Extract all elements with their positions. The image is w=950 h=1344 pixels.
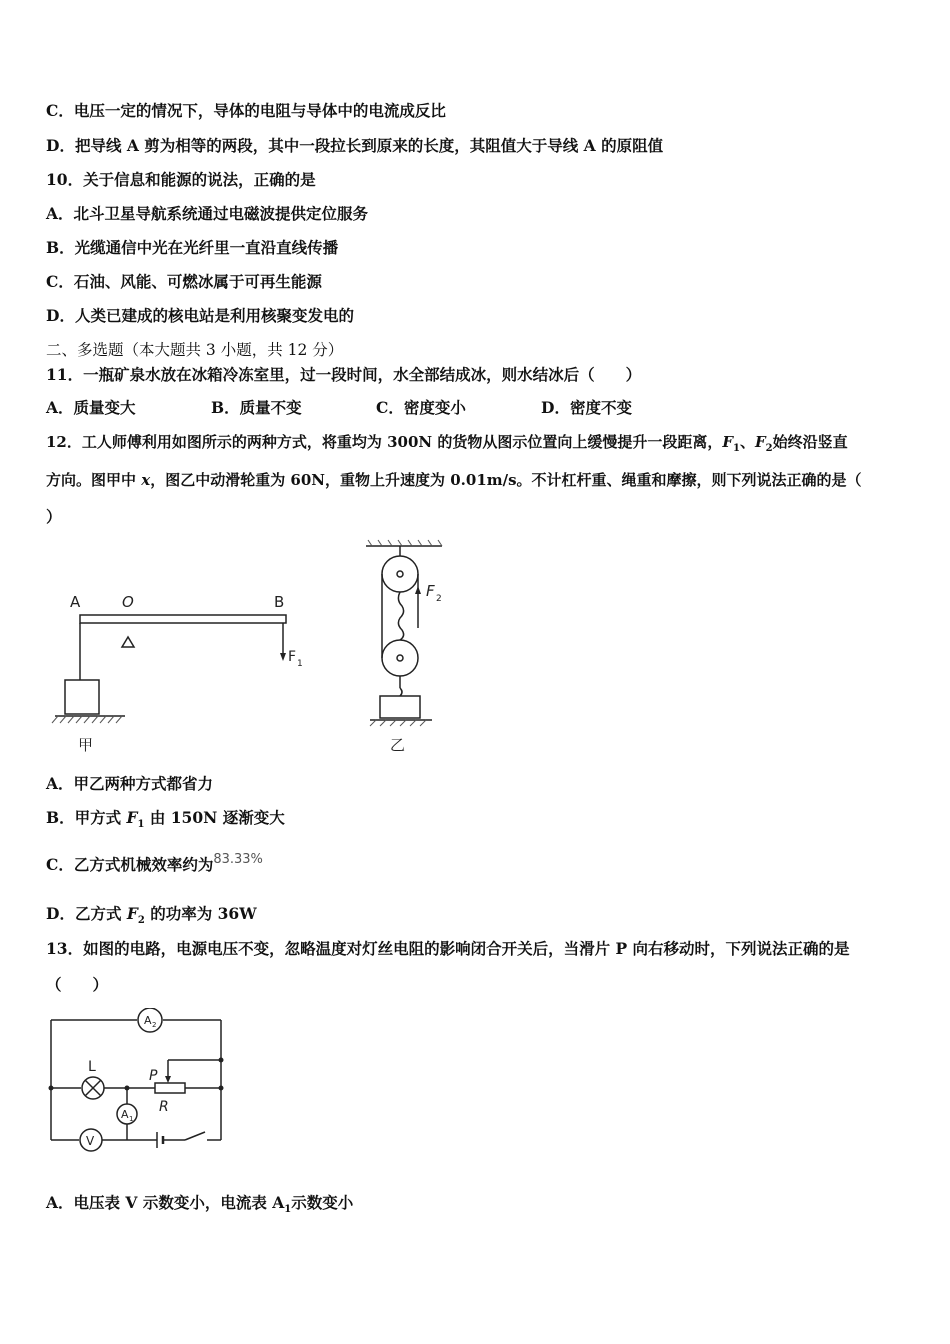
q13-option-a: A．电压表 V 示数变小，电流表 $A_1$示数变小: [46, 1193, 354, 1216]
rheostat-r: [155, 1083, 185, 1093]
q11-option-b: B．质量不变: [211, 398, 302, 417]
q11-option-c: C．密度变小: [376, 398, 466, 417]
q12-stem-line3: ）: [46, 507, 62, 526]
q9-option-d: D．把导线 A 剪为相等的两段，其中一段拉长到原来的长度，其阻值大于导线 A 的原阻值: [46, 136, 664, 155]
label-a1: A: [121, 1108, 129, 1121]
label-o: O: [122, 593, 134, 611]
caption-yi: 乙: [390, 736, 406, 754]
switch: [185, 1132, 205, 1140]
label-f1: F: [288, 649, 297, 665]
force-f2-arrow: [415, 586, 421, 594]
label-f2: F: [426, 582, 435, 600]
lever-load-box: [65, 680, 99, 714]
efficiency-value: 83.33%: [213, 852, 263, 867]
label-a1-sub: 1: [129, 1115, 134, 1123]
label-a2-sub: 2: [152, 1021, 157, 1029]
q10-stem: 10．关于信息和能源的说法，正确的是: [46, 170, 316, 189]
force-f1-arrow: [280, 653, 286, 661]
q13-stem-line1: 13．如图的电路，电源电压不变，忽略温度对灯丝电阻的影响闭合开关后，当滑片 P 向右移动时，下列说法正确的是: [46, 939, 850, 958]
movable-pulley: [382, 640, 418, 676]
q12-option-a: A．甲乙两种方式都省力: [46, 774, 214, 793]
q10-option-b: B．光缆通信中光在光纤里一直沿直线传播: [46, 238, 339, 257]
label-p: P: [149, 1068, 158, 1084]
label-r: R: [159, 1099, 169, 1115]
label-a2: A: [144, 1014, 152, 1027]
pulley-load-box: [380, 696, 420, 718]
label-f1-sub: 1: [297, 659, 303, 669]
circuit-diagram: [45, 1008, 235, 1153]
q10-option-c: C．石油、风能、可燃冰属于可再生能源: [46, 272, 322, 291]
label-v: V: [86, 1134, 95, 1148]
lever-bar: [80, 615, 286, 623]
section-title: 二、多选题（本大题共 3 小题，共 12 分）: [46, 341, 344, 359]
q13-stem-line2: （ ）: [46, 975, 109, 994]
q10-option-d: D．人类已建成的核电站是利用核聚变发电的: [46, 306, 354, 325]
label-f2-sub: 2: [436, 594, 442, 604]
fulcrum-triangle: [122, 637, 134, 647]
caption-jia: 甲: [78, 736, 94, 754]
rope-middle: [398, 592, 403, 640]
fixed-pulley: [382, 556, 418, 592]
q9-option-c: C．电压一定的情况下，导体的电阻与导体中的电流成反比: [46, 101, 446, 120]
q11-option-a: A．质量变大: [46, 398, 136, 417]
q10-option-a: A．北斗卫星导航系统通过电磁波提供定位服务: [46, 204, 369, 223]
label-b: B: [274, 593, 285, 611]
q12-option-d: D．乙方式 $F_2$ 的功率为 36W: [46, 904, 257, 927]
label-l: L: [88, 1059, 96, 1075]
label-a: A: [70, 593, 81, 611]
q12-stem-line1: 12．工人师傅利用如图所示的两种方式，将重均为 300N 的货物从图示位置向上缓慢提升一段距离，$F_1$、$F_2$始终沿竖直: [46, 433, 848, 454]
q12-option-b: B．甲方式 $F_1$ 由 150N 逐渐变大: [46, 808, 285, 831]
pulley-figure-yi: [360, 538, 460, 758]
slider-arrow: [165, 1076, 171, 1083]
q12-stem-line2: 方向。图甲中 x，图乙中动滑轮重为 60N，重物上升速度为 0.01m/s。不计杠杆重、绳重和摩擦，则下列说法正确的是（: [46, 471, 862, 489]
lever-figure-jia: [50, 585, 320, 760]
q11-stem: 11．一瓶矿泉水放在冰箱冷冻室里，过一段时间，水全部结成冰，则水结冰后（ ）: [46, 365, 642, 384]
q12-option-c: C．乙方式机械效率约为$^{83.33\%}$: [46, 852, 263, 874]
q11-option-d: D．密度不变: [541, 398, 632, 417]
